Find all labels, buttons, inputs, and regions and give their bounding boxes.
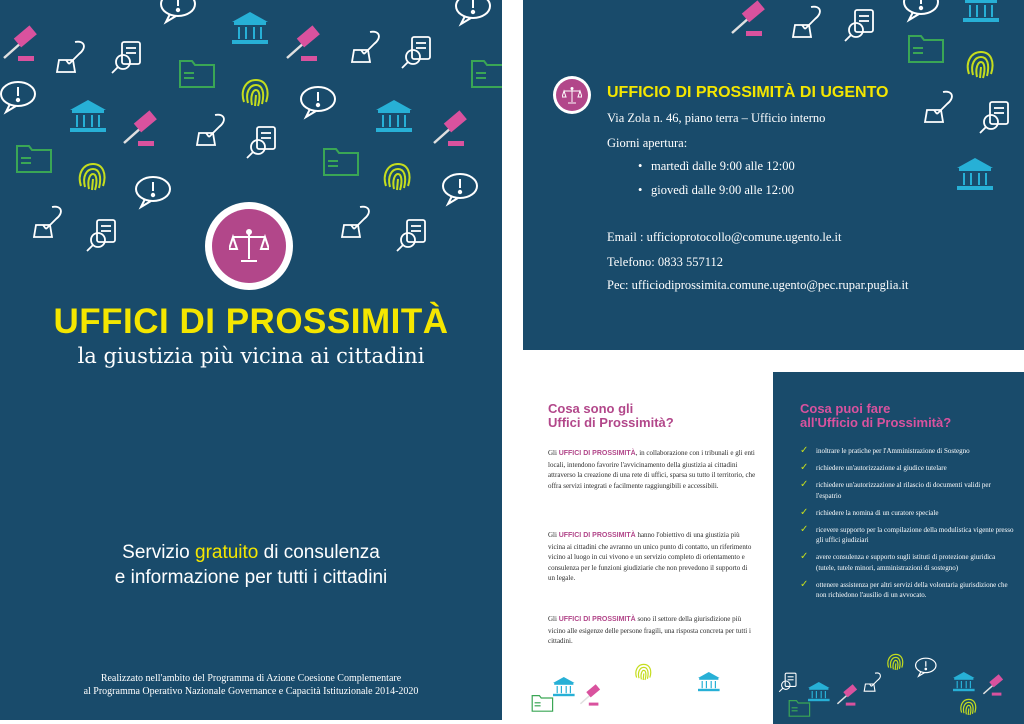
par-lead: UFFICI DI PROSSIMITÀ [558,616,636,623]
quill-inkpot-icon [604,678,620,696]
gavel-icon [837,685,856,705]
credits-line2: al Programma Operativo Nazionale Governance e Capacità Istituzionale 2014-2020 [83,686,419,697]
what-can-panel [773,372,1024,724]
gavel-icon [580,685,599,705]
courthouse-icon [808,682,830,701]
courthouse-icon [553,677,575,696]
par-lead: UFFICI DI PROSSIMITÀ [558,532,636,539]
service-highlight: gratuito [195,542,259,563]
opening-day: • martedì dalle 9:00 alle 12:00 [651,159,795,174]
gavel-icon [124,112,155,146]
checkmark-icon: ✓ [800,479,809,490]
what-can-title [800,402,1020,430]
list-item-text: ricevere supporto per la compilazione della modulistica vigente presso gli uffici giudiziari [816,525,1014,544]
list-item [800,508,1015,519]
list-item-text: avere consulenza e supporto sugli istituti di protezione giuridica (tutele, tutele minori, amministrazioni di sostegno) [816,553,996,572]
magnifier-document-icon [779,673,796,692]
fingerprint-icon [968,52,993,78]
office-email[interactable]: Email : ufficioprotocollo@comune.ugento.le.it [607,230,842,244]
office-address: Via Zola n. 46, piano terra – Ufficio interno [607,111,826,125]
list-item [800,580,1015,601]
folder-icon [789,701,809,717]
quill-inkpot-icon [197,115,224,145]
what-are-title [548,402,758,430]
folder-icon [180,61,214,87]
courthouse-icon [376,100,412,132]
office-title: UFFICIO DI PROSSIMITÀ DI UGENTO [607,84,889,101]
office-phone[interactable]: Telefono: 0833 557112 [607,255,724,269]
fingerprint-icon [888,654,903,670]
scales-of-justice-icon [229,227,269,265]
folder-icon [532,696,552,712]
what-paragraph [548,448,756,491]
gavel-icon [287,27,318,61]
quill-inkpot-icon [925,92,952,122]
checkmark-icon: ✓ [800,445,809,456]
checkmark-icon: ✓ [800,523,809,535]
courthouse-icon [232,12,268,44]
checkmark-icon: ✓ [800,462,809,473]
what-paragraph [548,614,756,647]
magnifier-document-icon [397,220,425,251]
speech-bubble-exclamation-icon [443,174,477,204]
quill-inkpot-icon [793,7,820,37]
list-item-text: richiedere la nomina di un curatore speciale [816,508,939,517]
magnifier-document-icon [112,42,140,73]
can-title-line1: Cosa puoi fare [800,401,891,416]
courthouse-icon [953,672,975,691]
speech-bubble-exclamation-icon [161,0,195,22]
speech-bubble-exclamation-icon [136,177,170,207]
quill-inkpot-icon [57,42,84,72]
list-item-text: richiedere un'autorizzazione al giudice tutelare [816,464,947,472]
fingerprint-icon [961,699,976,715]
opening-label: Giorni apertura: [607,136,688,150]
service-post: di consulenza [258,542,380,563]
courthouse-icon [963,0,999,22]
credits [0,672,502,698]
service-statement [0,540,502,590]
list-item [800,480,1015,501]
services-list [800,446,1015,607]
folder-icon [909,36,943,62]
par-text: sono il settore della giurisdizione più vicino alle esigenze delle persone fragili, una risposta concreta per tutti i cittadini. [548,615,751,645]
magnifier-document-icon [87,220,115,251]
opening-day: • giovedì dalle 9:00 alle 12:00 [651,183,794,198]
par-pre: Gli [548,615,559,623]
gavel-icon [983,675,1002,695]
list-item [800,446,1015,457]
speech-bubble-exclamation-icon [1,82,35,112]
quill-inkpot-icon [342,207,369,237]
folder-icon [324,149,358,175]
office-info-panel [523,0,1024,350]
what-paragraph [548,530,756,584]
icon-pattern [773,652,1024,724]
scales-of-justice-icon [562,86,582,105]
speech-bubble-exclamation-icon [664,688,684,706]
service-pre: Servizio [122,542,195,563]
checkmark-icon: ✓ [800,506,809,518]
fingerprint-icon [636,664,651,680]
cover-panel [0,0,502,720]
list-item [800,463,1015,474]
cover-title: UFFICI DI PROSSIMITÀ [53,302,449,341]
scales-logo-small [553,76,591,114]
par-pre: Gli [548,449,559,457]
quill-inkpot-icon [864,673,880,691]
list-item-text: inoltrare le pratiche per l'Amministrazione di Sostegno [816,447,970,455]
list-item-text: ottenere assistenza per altri servizi della volontaria giurisdizione che non richiedono l'ausilio di un avvocato. [816,580,1008,599]
par-lead: UFFICI DI PROSSIMITÀ [558,450,636,457]
gavel-icon [732,2,763,36]
par-pre: Gli [548,531,559,539]
magnifier-document-icon [402,37,430,68]
scales-logo [205,202,293,290]
what-title-line2: Uffici di Prossimità? [548,415,674,430]
speech-bubble-exclamation-icon [301,87,335,117]
speech-bubble-exclamation-icon [456,0,490,24]
courthouse-icon [698,672,720,691]
checkmark-icon: ✓ [800,551,809,562]
can-title-line2: all'Ufficio di Prossimità? [800,415,952,430]
cover-subtitle: la giustizia più vicina ai cittadini [77,344,425,368]
service-line2: e informazione per tutti i cittadini [114,567,388,588]
folder-icon [17,146,51,172]
quill-inkpot-icon [352,32,379,62]
magnifier-document-icon [845,10,873,41]
fingerprint-icon [243,80,268,106]
office-pec[interactable]: Pec: ufficiodiprossimita.comune.ugento@pec.rupar.puglia.it [607,278,909,292]
quill-inkpot-icon [749,670,765,688]
icon-pattern [523,657,773,724]
what-title-line1: Cosa sono gli [548,401,634,416]
what-are-panel [523,372,773,724]
fingerprint-icon [385,164,410,190]
list-item [800,552,1015,573]
magnifier-document-icon [247,127,275,158]
speech-bubble-exclamation-icon [729,698,749,716]
quill-inkpot-icon [34,207,61,237]
gavel-icon [4,27,35,61]
list-item-text: richiedere un'autorizzazione al rilascio di documenti validi per l'espatrio [816,481,991,500]
fingerprint-icon [80,164,105,190]
par-text: hanno l'obiettivo di una giustizia più vicina ai cittadini che avranno un unico punto di contatto, un riferimento vicino al luogo in cui vivono e un servizio completo di orientamento e consulenza per le funzioni giudiziarie che non prevedono il supporto di un legale. [548,531,752,582]
list-item [800,525,1015,546]
speech-bubble-exclamation-icon [904,0,938,20]
credits-line1: Realizzato nell'ambito del Programma di Azione Coesione Complementare [100,673,402,684]
gavel-icon [434,112,465,146]
par-text: , in collaborazione con i tribunali e gli enti locali, intendono favorire l'avvicinamento della giustizia ai cittadini attraverso la creazione di una rete di uffici, sparsa su tutto il territorio, che offra servizi integrati e facilmente raggiungibili e accessibili. [548,449,756,490]
speech-bubble-exclamation-icon [916,658,936,676]
courthouse-icon [70,100,106,132]
folder-icon [472,61,502,87]
checkmark-icon: ✓ [800,578,809,590]
magnifier-document-icon [980,102,1008,133]
courthouse-icon [957,158,993,190]
